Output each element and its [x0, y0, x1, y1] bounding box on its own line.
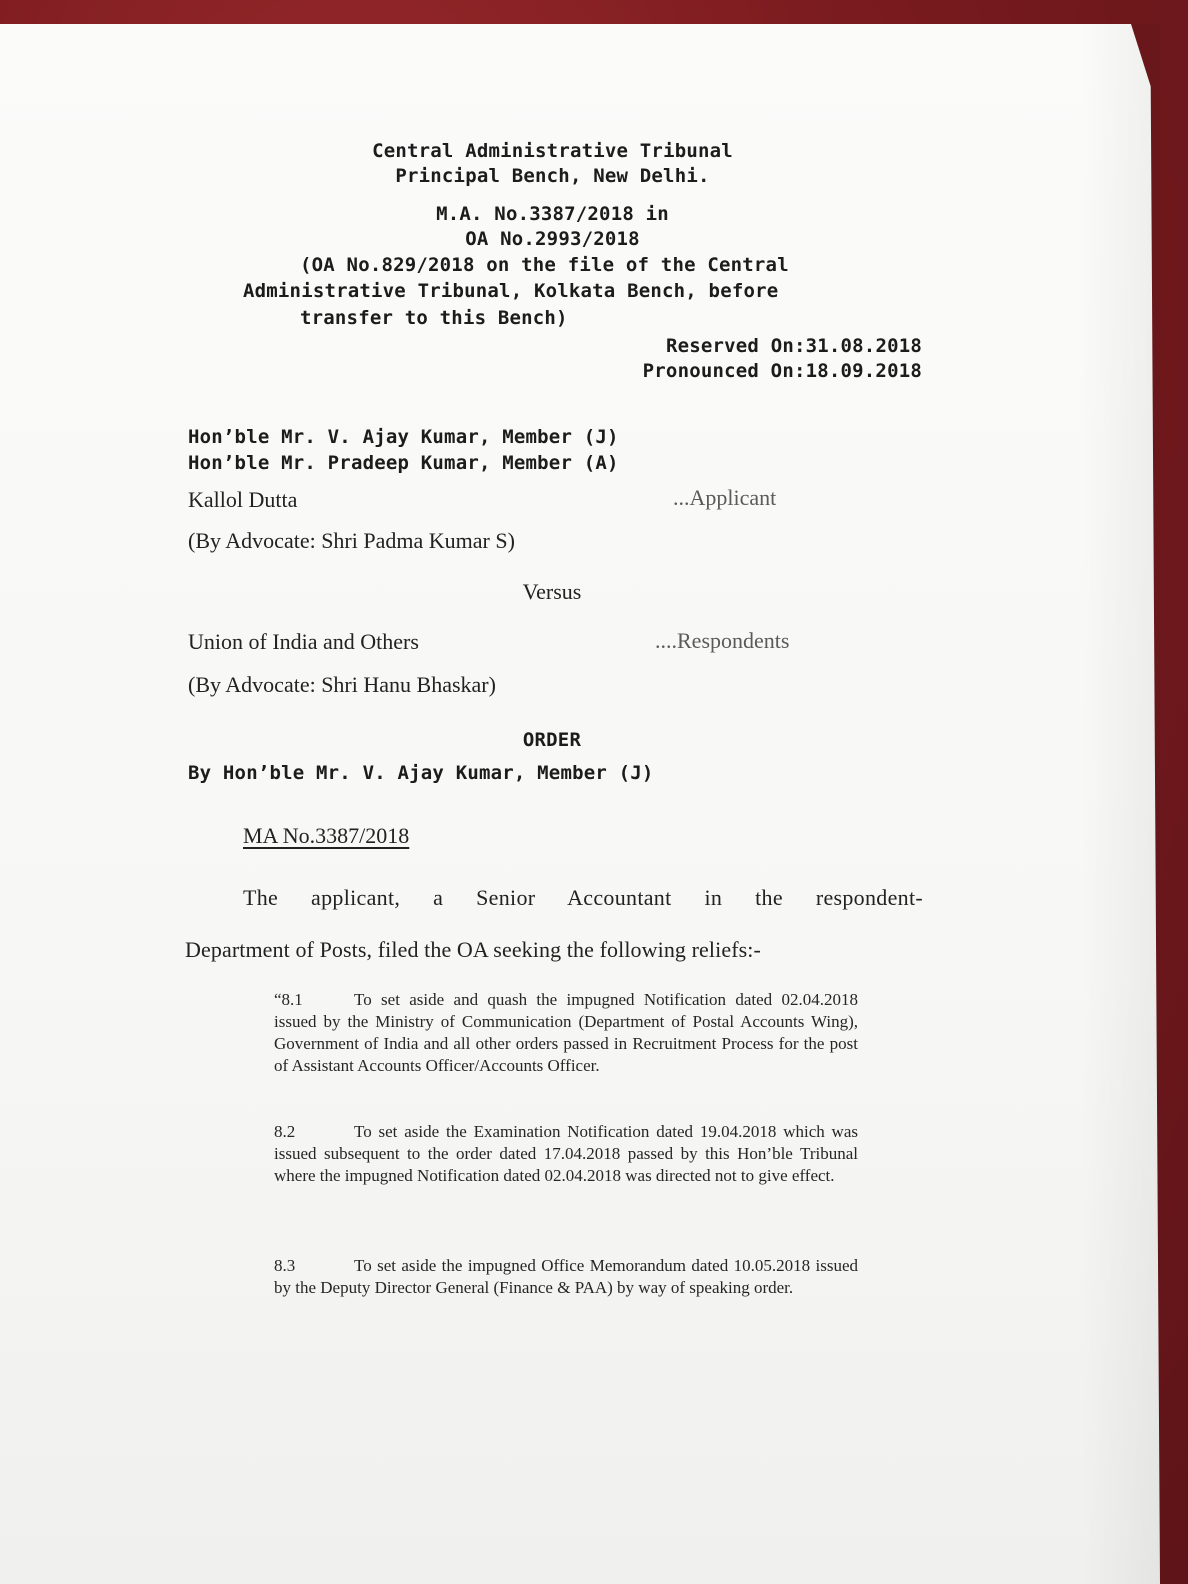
transfer-note-line1: (OA No.829/2018 on the file of the Central [300, 254, 789, 276]
applicant-advocate: (By Advocate: Shri Padma Kumar S) [188, 528, 515, 553]
respondent-name: Union of India and Others [188, 629, 419, 654]
relief-text: To set aside the Examination Notification dated 19.04.2018 which was issued subsequent to the order dated 17.04.2018 passed by this Hon’ble Tribunal where the impugned Notification dated 02.04.2018 was directed not to give effect. [274, 1122, 858, 1185]
case-number-oa: OA No.2993/2018 [465, 228, 640, 250]
order-paragraph-line1: The applicant, a Senior Accountant in the respondent- [243, 885, 923, 910]
respondent-label: ....Respondents [655, 628, 790, 653]
transfer-note-line3: transfer to this Bench) [300, 307, 568, 329]
tribunal-name: Central Administrative Tribunal [372, 140, 733, 162]
relief-text: To set aside the impugned Office Memorandum dated 10.05.2018 issued by the Deputy Director General (Finance & PAA) by way of speaking order. [274, 1256, 858, 1297]
order-paragraph-line2: Department of Posts, filed the OA seeking the following reliefs:- [185, 937, 761, 962]
relief-item [274, 1255, 858, 1299]
relief-number: “8.1 [274, 990, 303, 1009]
reserved-date: Reserved On:31.08.2018 [665, 335, 922, 357]
relief-item [274, 989, 858, 1077]
bench-member-judicial: Hon’ble Mr. V. Ajay Kumar, Member (J) [188, 426, 619, 448]
applicant-name: Kallol Dutta [188, 487, 298, 512]
order-subheading: MA No.3387/2018 [243, 823, 410, 848]
bench-member-administrative: Hon’ble Mr. Pradeep Kumar, Member (A) [188, 452, 619, 474]
case-number-ma: M.A. No.3387/2018 in [436, 203, 669, 225]
order-author: By Hon’ble Mr. V. Ajay Kumar, Member (J) [188, 762, 654, 784]
relief-text: To set aside and quash the impugned Notification dated 02.04.2018 issued by the Ministry of Communication (Department of Postal Accounts Wing), Government of India and all other orders passed in Recruitment Process for the post of Assistant Accounts Officer/Accounts Officer. [274, 990, 858, 1075]
pronounced-date: Pronounced On:18.09.2018 [642, 360, 922, 382]
relief-item [274, 1121, 858, 1187]
applicant-label: ...Applicant [673, 485, 777, 510]
relief-number: 8.3 [274, 1256, 296, 1275]
tribunal-bench: Principal Bench, New Delhi. [395, 165, 710, 187]
transfer-note-line2: Administrative Tribunal, Kolkata Bench, before [243, 280, 779, 302]
respondent-advocate: (By Advocate: Shri Hanu Bhaskar) [188, 672, 496, 697]
order-heading: ORDER [522, 729, 582, 751]
relief-number: 8.2 [274, 1122, 296, 1141]
versus-label: Versus [522, 579, 582, 604]
